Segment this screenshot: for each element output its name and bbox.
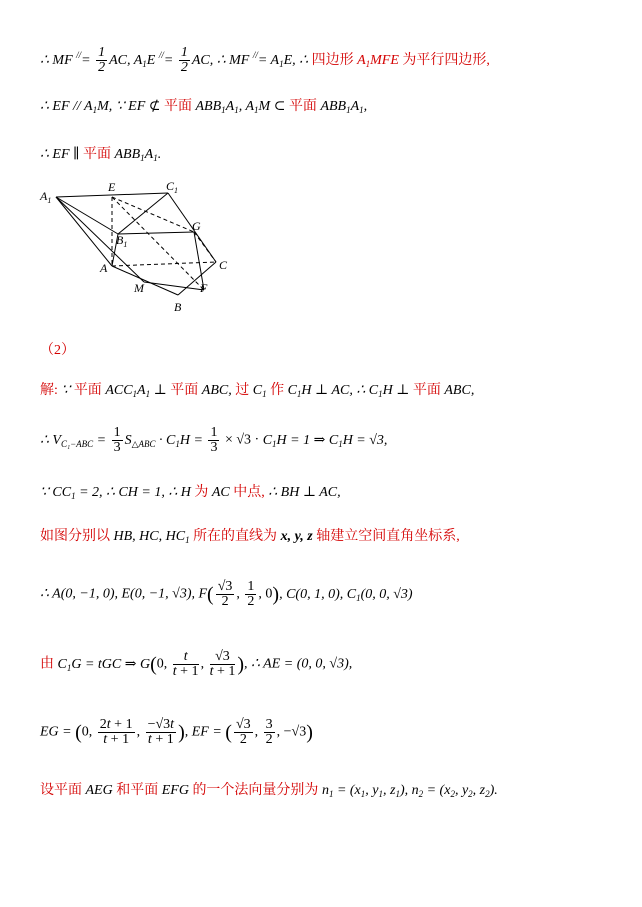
red-text: 的一个法向量分别为 xyxy=(192,783,319,798)
red-text: 过 xyxy=(235,383,250,398)
proof-line-1 xyxy=(40,46,490,75)
red-text: 和平面 xyxy=(116,783,159,798)
red-text: 作 xyxy=(270,383,285,398)
proof-line-9: ∴ A(0, −1, 0), E(0, −1, √3), F( $\frac{√3}{2}$ , $\frac{1}{2}$ , 0), C(0, 1, 0), $C_1(0$, 0, √3) xyxy=(40,579,413,609)
math-text: ∴ MF //= $\frac{1}{2}$ AC, $A_1E$ //= $\frac{1}{2}$ AC, ∴ MF $^{//}= A_1E$, ∴ xyxy=(40,45,312,76)
red-text: 平面 xyxy=(73,383,102,398)
label-C1: $C_1$ xyxy=(166,180,179,195)
proof-line-10: 由 $C_1G$ = tGC ⇒ G(0, $\frac{t}{t + 1}$ , $\frac{√3}{t + 1}$ ), ∴ AE = (0, 0, √3), xyxy=(40,649,353,679)
red-text: 所在的直线为 xyxy=(193,529,278,544)
proof-line-5: 解: ∵ 平面 $ACC_1A_1$ ⊥ 平面 ABC, 过 $C_1$ 作 $C_1H$ ⊥ AC, ∴ $C_1H$ ⊥ 平面 ABC, xyxy=(40,383,475,399)
part-2-heading: （2） xyxy=(40,343,75,358)
red-text: 由 xyxy=(40,656,54,672)
red-text: 平面 xyxy=(164,99,192,114)
red-text: 平面 xyxy=(170,383,199,398)
proof-line-12: 设平面 AEG 和平面 EFG 的一个法向量分别为 $n_1 = (x_1$, $y_1$, $z_1$), $n_2 = (x_2$, $y_2$, $z_2$). xyxy=(40,783,498,799)
proof-line-6: ∴ $V_{C_1-ABC}$ = $\frac{1}{3}$ $S_{\triangle ABC} \cdot C_1H$ = $\frac{1}{3}$ × $√3 \cdot C_1H = 1$ ⇒ $C_1H = √3$, xyxy=(40,425,388,455)
red-text: 轴建立空间直角坐标系, xyxy=(316,529,460,544)
label-M: M xyxy=(134,281,144,295)
red-text: 平面 xyxy=(82,147,111,162)
red-text: 解: xyxy=(40,383,58,398)
label-G: G xyxy=(192,219,201,233)
label-B: B xyxy=(174,300,182,314)
label-B1: $B_1$ xyxy=(116,233,128,249)
proof-line-3: ∴ EF ∥ 平面 $ABB_1A_1$. xyxy=(40,147,162,163)
proof-line-8: 如图分别以 HB, HC, $HC_1$ 所在的直线为 x, y, z 轴建立空间直角坐标系, xyxy=(40,529,460,545)
red-text: 平面 xyxy=(412,383,441,398)
label-E: E xyxy=(108,180,116,194)
proof-line-7: ∵ $CC_1 = 2$, ∴ CH = 1, ∴ H 为 AC 中点, ∴ BH ⊥ AC, xyxy=(40,485,341,501)
red-text: 中点, xyxy=(233,485,265,500)
label-A1: $A_1$ xyxy=(40,189,52,205)
prism-figure xyxy=(36,180,246,320)
red-text: 四边形 $A_1MFE$ 为平行四边形, xyxy=(311,53,490,69)
label-C: C xyxy=(219,258,228,272)
label-F: F xyxy=(200,281,208,295)
red-text: 为 xyxy=(194,485,209,500)
red-text: 平面 xyxy=(288,99,317,114)
proof-line-11: EG = (0, $\frac{2t + 1}{t + 1}$ , $\frac{-√3t}{t + 1}$ ), EF = ( $\frac{√3}{2}$ , $\frac{3}{2}$ , −√3) xyxy=(40,717,313,747)
red-text: 设平面 xyxy=(40,783,82,798)
red-text: 如图分别以 xyxy=(40,529,110,544)
label-A: A xyxy=(100,261,108,275)
proof-line-2: ∴ EF // $A_1M$, ∵ EF ⊄ 平面 $ABB_1A_1$, $A_1M$ ⊂ 平面 $ABB_1A_1$, xyxy=(40,99,368,115)
